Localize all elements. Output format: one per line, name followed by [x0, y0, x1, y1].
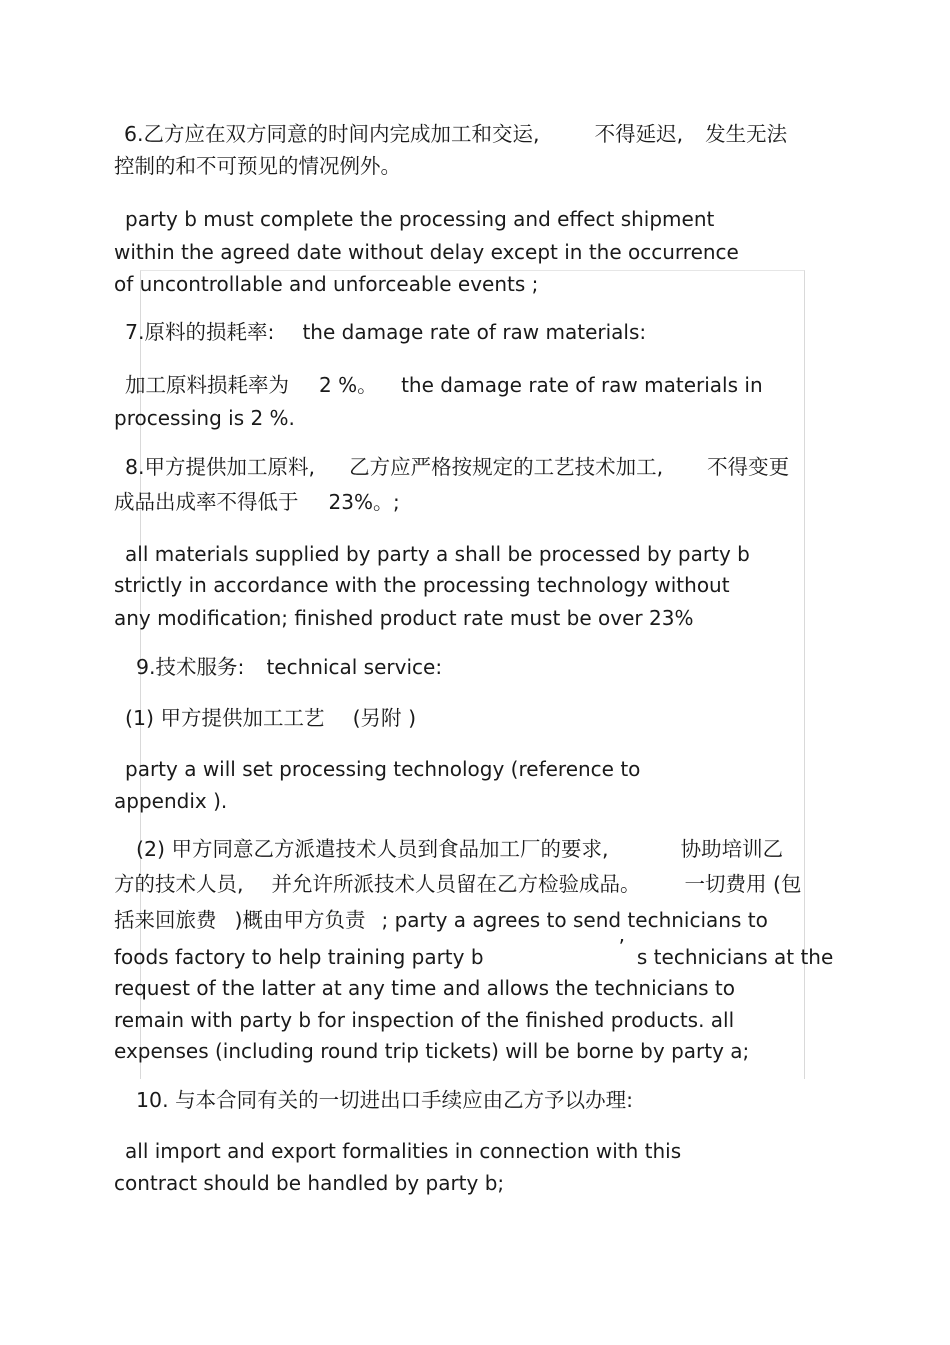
clause-7-body-line-2: processing is 2 %.: [114, 406, 295, 430]
clause-9-item-2-text-j: s technicians at the: [636, 945, 834, 969]
clause-9-item-1-en-line-2: appendix ).: [114, 789, 228, 813]
clause-6-text-c: 发生无法: [705, 122, 788, 146]
clause-9-item-2-text-a: (2) 甲方同意乙方派遣技术人员到食品加工厂的要求,: [136, 837, 609, 861]
clause-9-item-2-text-h: ; party a agrees to send technicians to: [381, 908, 768, 932]
clause-8-en-line-3: any modification; finished product rate must be over 23%: [114, 606, 694, 630]
clause-8-rate: 23%。;: [328, 490, 400, 514]
clause-8-text-d: 成品出成率不得低于: [114, 490, 299, 514]
clause-9-item-2-line-7: expenses (including round trip tickets) will be borne by party a;: [114, 1039, 750, 1063]
clause-9-heading: [136, 653, 442, 681]
clause-7-body-en: the damage rate of raw materials in: [401, 373, 763, 397]
clause-8-text-c: 不得变更: [707, 455, 790, 479]
clause-9-item-2-line-6: remain with party b for inspection of the finished products. all: [114, 1008, 735, 1032]
clause-8-line-1: [125, 453, 789, 481]
clause-7-rate: 2 %。: [319, 373, 378, 397]
clause-7-en: the damage rate of raw materials:: [302, 320, 647, 344]
clause-8-line-2: [114, 488, 400, 516]
clause-10-en-line-2: contract should be handled by party b;: [114, 1171, 505, 1195]
clause-7-body-cn: 加工原料损耗率为: [125, 373, 289, 397]
clause-8-en-line-1: all materials supplied by party a shall be processed by party b: [125, 542, 750, 566]
clause-7-body-line-1: [125, 371, 763, 399]
clause-6-line-2: 控制的和不可预见的情况例外。: [114, 154, 401, 178]
clause-9-item-2-text-f: 括来回旅费: [114, 908, 217, 932]
clause-9-cn: 9.技术服务:: [136, 655, 245, 679]
clause-6-en-line-3: of uncontrollable and unforceable events ;: [114, 272, 539, 296]
clause-7-heading: [125, 318, 646, 346]
clause-9-item-2-text-b: 协助培训乙: [680, 837, 784, 861]
clause-9-item-2-text-d: 并允许所派技术人员留在乙方检验成品。: [271, 872, 641, 896]
clause-9-item-1-note: (另附 ): [352, 706, 417, 730]
clause-6-text-b: 不得延迟,: [594, 122, 684, 146]
clause-9-item-2-line-2: [114, 870, 802, 898]
clause-9-item-2-text-c: 方的技术人员,: [114, 872, 244, 896]
clause-9-item-2-apostrophe: ’: [618, 935, 625, 959]
clause-9-item-2-line-1: [136, 835, 783, 863]
clause-9-item-2-text-i: foods factory to help training party b: [114, 945, 484, 969]
clause-8-text-a: 8.甲方提供加工原料,: [125, 455, 316, 479]
clause-6-text-a: 6.乙方应在双方同意的时间内完成加工和交运,: [124, 122, 540, 146]
clause-10-heading: 10. 与本合同有关的一切进出口手续应由乙方予以办理:: [136, 1088, 634, 1112]
clause-6-line-1: [124, 120, 787, 148]
clause-9-item-2-line-4: [114, 935, 834, 971]
clause-9-item-2-text-g: )概由甲方负责: [234, 908, 366, 932]
clause-9-item-1-text: (1) 甲方提供加工工艺: [125, 706, 325, 730]
clause-9-item-1-en-line-1: party a will set processing technology (reference to: [125, 757, 641, 781]
clause-9-item-2-text-e: 一切费用 (包: [684, 872, 802, 896]
clause-10-en-line-1: all import and export formalities in connection with this: [125, 1139, 682, 1163]
clause-9-item-1: [125, 704, 416, 732]
clause-9-en: technical service:: [266, 655, 443, 679]
clause-7-cn: 7.原料的损耗率:: [125, 320, 275, 344]
clause-8-en-line-2: strictly in accordance with the processing technology without: [114, 573, 730, 597]
clause-8-text-b: 乙方应严格按规定的工艺技术加工,: [349, 455, 664, 479]
clause-9-item-2-line-3: [114, 906, 768, 934]
clause-9-item-2-line-5: request of the latter at any time and allows the technicians to: [114, 976, 735, 1000]
clause-6-en-line-1: party b must complete the processing and effect shipment: [125, 207, 715, 231]
clause-6-en-line-2: within the agreed date without delay except in the occurrence: [114, 240, 739, 264]
